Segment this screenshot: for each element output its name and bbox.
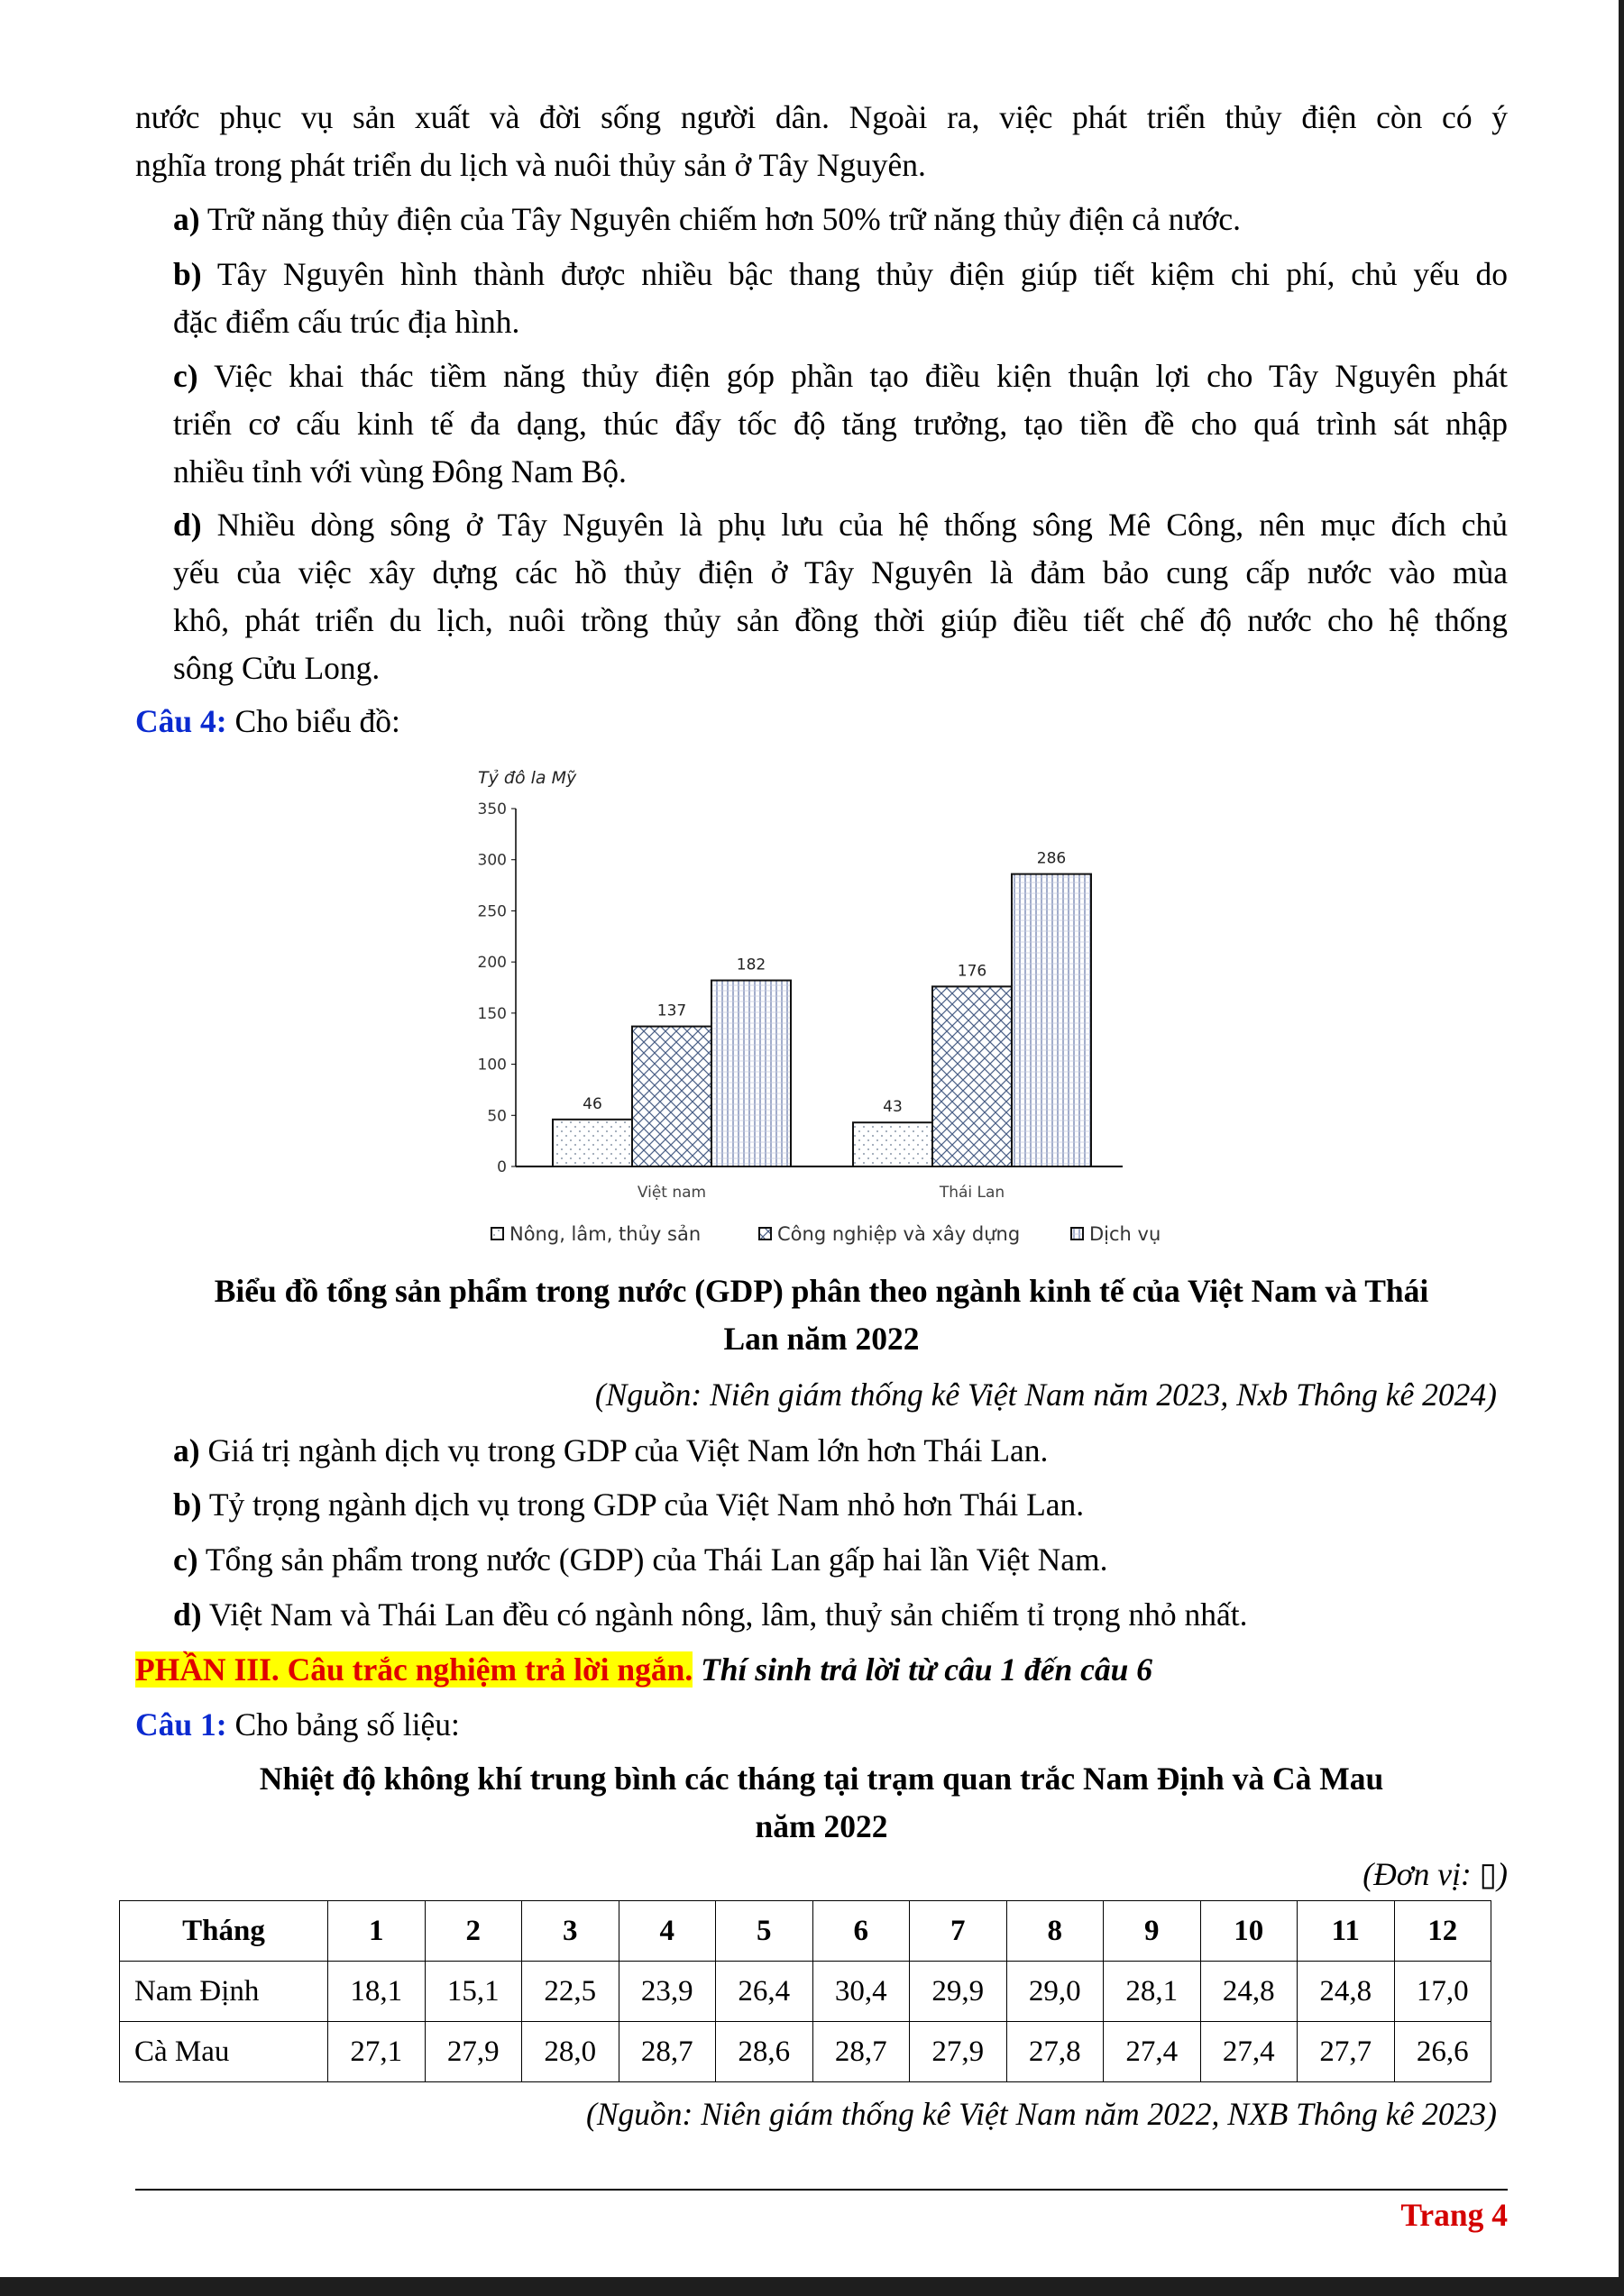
table-cell: 17,0 [1394, 1962, 1491, 2022]
chart-x-labels [638, 1184, 1005, 1202]
chart-caption-line-2: Lan năm 2022 [723, 1321, 920, 1357]
table-cell: 29,0 [1006, 1962, 1104, 2022]
table-header-cell: 7 [910, 1901, 1007, 1962]
q3-option-a: a) Trữ năng thủy điện của Tây Nguyên chiếm hơn 50% trữ năng thủy điện cả nước. [173, 201, 1242, 237]
gdp-bar-chart [460, 750, 1172, 1255]
chart-bar [711, 981, 791, 1166]
table-cell: 27,8 [1006, 2022, 1104, 2082]
q4-option-d: d) Việt Nam và Thái Lan đều có ngành nông, lâm, thuỷ sản chiếm tỉ trọng nhỏ nhất. [173, 1596, 1248, 1633]
table-header-row [120, 1901, 1491, 1962]
chart-legend-label: Công nghiệp và xây dựng [777, 1223, 1021, 1245]
chart-data-label: 286 [1036, 849, 1067, 868]
chart-source: (Nguồn: Niên giám thống kê Việt Nam năm 2023, Nxb Thông kê 2024) [594, 1377, 1497, 1413]
table-header-cell: 1 [328, 1901, 426, 1962]
table-row-ca-mau [120, 2022, 1491, 2082]
table-cell: 15,1 [425, 1962, 522, 2022]
chart-y-tick-label: 350 [477, 800, 507, 819]
chart-y-tick-label: 0 [497, 1158, 507, 1176]
page-edge [1619, 0, 1624, 2296]
part3-heading-line [135, 1651, 1152, 1688]
chart-bar [553, 1120, 632, 1166]
table-cell: 27,9 [910, 2022, 1007, 2082]
q3-option-b-line-1: b) Tây Nguyên hình thành được nhiều bậc thang thủy điện giúp tiết kiệm chi phí, chủ yếu do [173, 256, 1508, 292]
table-header-cell: 3 [522, 1901, 619, 1962]
table-header-cell: 4 [619, 1901, 716, 1962]
q3-option-d-line-1: d) Nhiều dòng sông ở Tây Nguyên là phụ lưu của hệ thống sông Mê Công, nên mục đích chủ [173, 507, 1508, 543]
chart-legend-swatch [759, 1228, 771, 1239]
chart-svg [460, 750, 1172, 1255]
chart-y-tick-label: 100 [477, 1056, 507, 1075]
table-cell: 28,6 [716, 2022, 813, 2082]
chart-data-label: 46 [583, 1094, 602, 1113]
chart-bar [932, 986, 1012, 1166]
chart-y-tick-label: 50 [487, 1107, 507, 1126]
chart-legend-label: Nông, lâm, thủy sản [509, 1223, 702, 1245]
chart-y-tick-label: 250 [477, 902, 507, 921]
table-cell: 27,4 [1200, 2022, 1298, 2082]
table-header-cell: 10 [1200, 1901, 1298, 1962]
chart-y-axis-label: Tỷ đô la Mỹ [478, 768, 577, 788]
table-cell: 28,7 [812, 2022, 910, 2082]
table-row-label: Nam Định [120, 1962, 328, 2022]
table-cell: 28,1 [1104, 1962, 1201, 2022]
q3-option-b-line-2: đặc điểm cấu trúc địa hình. [173, 304, 520, 340]
chart-legend-label: Dịch vụ [1089, 1223, 1161, 1245]
part3-instruction: Thí sinh trả lời từ câu 1 đến câu 6 [701, 1651, 1153, 1688]
table-cell: 27,1 [328, 2022, 426, 2082]
chart-legend-swatch [1071, 1228, 1083, 1239]
q3-option-c-line-1: c) Việc khai thác tiềm năng thủy điện góp phần tạo điều kiện thuận lợi cho Tây Nguyên phát [173, 358, 1509, 394]
chart-y-tick-label: 200 [477, 954, 507, 973]
temperature-table [119, 1900, 1491, 2082]
table-cell: 27,7 [1298, 2022, 1395, 2082]
q3-option-d-line-4: sông Cửu Long. [173, 650, 381, 686]
chart-bar [853, 1122, 932, 1166]
q3-option-d-line-2: yếu của việc xây dựng các hồ thủy điện ở Tây Nguyên là đảm bảo cung cấp nước vào mùa [173, 554, 1508, 590]
chart-category-label: Việt nam [637, 1184, 707, 1202]
table-title-line-2: năm 2022 [755, 1808, 888, 1844]
table-cell: 24,8 [1200, 1962, 1298, 2022]
footer-rule [135, 2189, 1508, 2191]
chart-legend [491, 1223, 1161, 1245]
chart-y-tick-label: 300 [477, 851, 507, 870]
page-bottom-bar [0, 2277, 1624, 2296]
table-header-cell: 12 [1394, 1901, 1491, 1962]
q4-option-b: b) Tỷ trọng ngành dịch vụ trong GDP của Việt Nam nhỏ hơn Thái Lan. [173, 1486, 1085, 1523]
intro-line-1: nước phục vụ sản xuất và đời sống người dân. Ngoài ra, việc phát triển thủy điện còn có ý [135, 99, 1508, 135]
table-cell: 22,5 [522, 1962, 619, 2022]
q1-heading: Câu 1: Cho bảng số liệu: [135, 1706, 460, 1743]
chart-y-ticks [478, 800, 516, 1176]
table-cell: 26,4 [716, 1962, 813, 2022]
q4-option-a: a) Giá trị ngành dịch vụ trong GDP của Việt Nam lớn hơn Thái Lan. [173, 1432, 1049, 1468]
chart-data-label: 182 [736, 956, 766, 974]
part3-heading: PHẦN III. Câu trắc nghiệm trả lời ngắn. [135, 1651, 693, 1688]
table-header-cell: 5 [716, 1901, 813, 1962]
table-cell: 28,7 [619, 2022, 716, 2082]
q4-option-c: c) Tổng sản phẩm trong nước (GDP) của Thái Lan gấp hai lần Việt Nam. [173, 1541, 1108, 1578]
page-number: Trang 4 [1400, 2197, 1508, 2233]
q3-option-c-line-2: triển cơ cấu kinh tế đa dạng, thúc đẩy tốc độ tăng trưởng, tạo tiền đề cho quá trình sát nhập [173, 406, 1508, 442]
intro-line-2: nghĩa trong phát triển du lịch và nuôi thủy sản ở Tây Nguyên. [135, 147, 926, 183]
table-cell: 30,4 [812, 1962, 910, 2022]
chart-bars [553, 850, 1091, 1166]
table-header-cell: 11 [1298, 1901, 1395, 1962]
q3-option-c-line-3: nhiều tỉnh với vùng Đông Nam Bộ. [173, 453, 627, 489]
chart-data-label: 176 [957, 962, 987, 981]
table-source: (Nguồn: Niên giám thống kê Việt Nam năm 2022, NXB Thông kê 2023) [586, 2096, 1497, 2132]
table-header-cell: Tháng [120, 1901, 328, 1962]
chart-bar [1012, 874, 1091, 1166]
chart-data-label: 43 [883, 1098, 903, 1117]
table-header-cell: 9 [1104, 1901, 1201, 1962]
table-cell: 24,8 [1298, 1962, 1395, 2022]
table-title-line-1: Nhiệt độ không khí trung bình các tháng tại trạm quan trắc Nam Định và Cà Mau [259, 1761, 1384, 1797]
q3-option-d-line-3: khô, phát triển du lịch, nuôi trồng thủy sản đồng thời giúp điều tiết chế độ nước cho hệ thống [173, 602, 1508, 638]
chart-category-label: Thái Lan [939, 1184, 1005, 1202]
table-unit: (Đơn vị: ▯) [1363, 1856, 1508, 1892]
table-cell: 26,6 [1394, 2022, 1491, 2082]
table-row-label: Cà Mau [120, 2022, 328, 2082]
table-header-cell: 6 [812, 1901, 910, 1962]
table-header-cell: 2 [425, 1901, 522, 1962]
table-row-nam-dinh [120, 1962, 1491, 2022]
table-cell: 29,9 [910, 1962, 1007, 2022]
chart-bar [632, 1027, 711, 1166]
chart-data-label: 137 [656, 1002, 687, 1020]
table-cell: 28,0 [522, 2022, 619, 2082]
table-cell: 27,4 [1104, 2022, 1201, 2082]
table-cell: 23,9 [619, 1962, 716, 2022]
table-cell: 27,9 [425, 2022, 522, 2082]
chart-caption-line-1: Biểu đồ tổng sản phẩm trong nước (GDP) phân theo ngành kinh tế của Việt Nam và Thái [214, 1273, 1429, 1309]
table-cell: 18,1 [328, 1962, 426, 2022]
q4-heading: Câu 4: Cho biểu đồ: [135, 703, 400, 739]
chart-legend-swatch [491, 1228, 503, 1239]
chart-y-tick-label: 150 [477, 1004, 507, 1023]
table-header-cell: 8 [1006, 1901, 1104, 1962]
